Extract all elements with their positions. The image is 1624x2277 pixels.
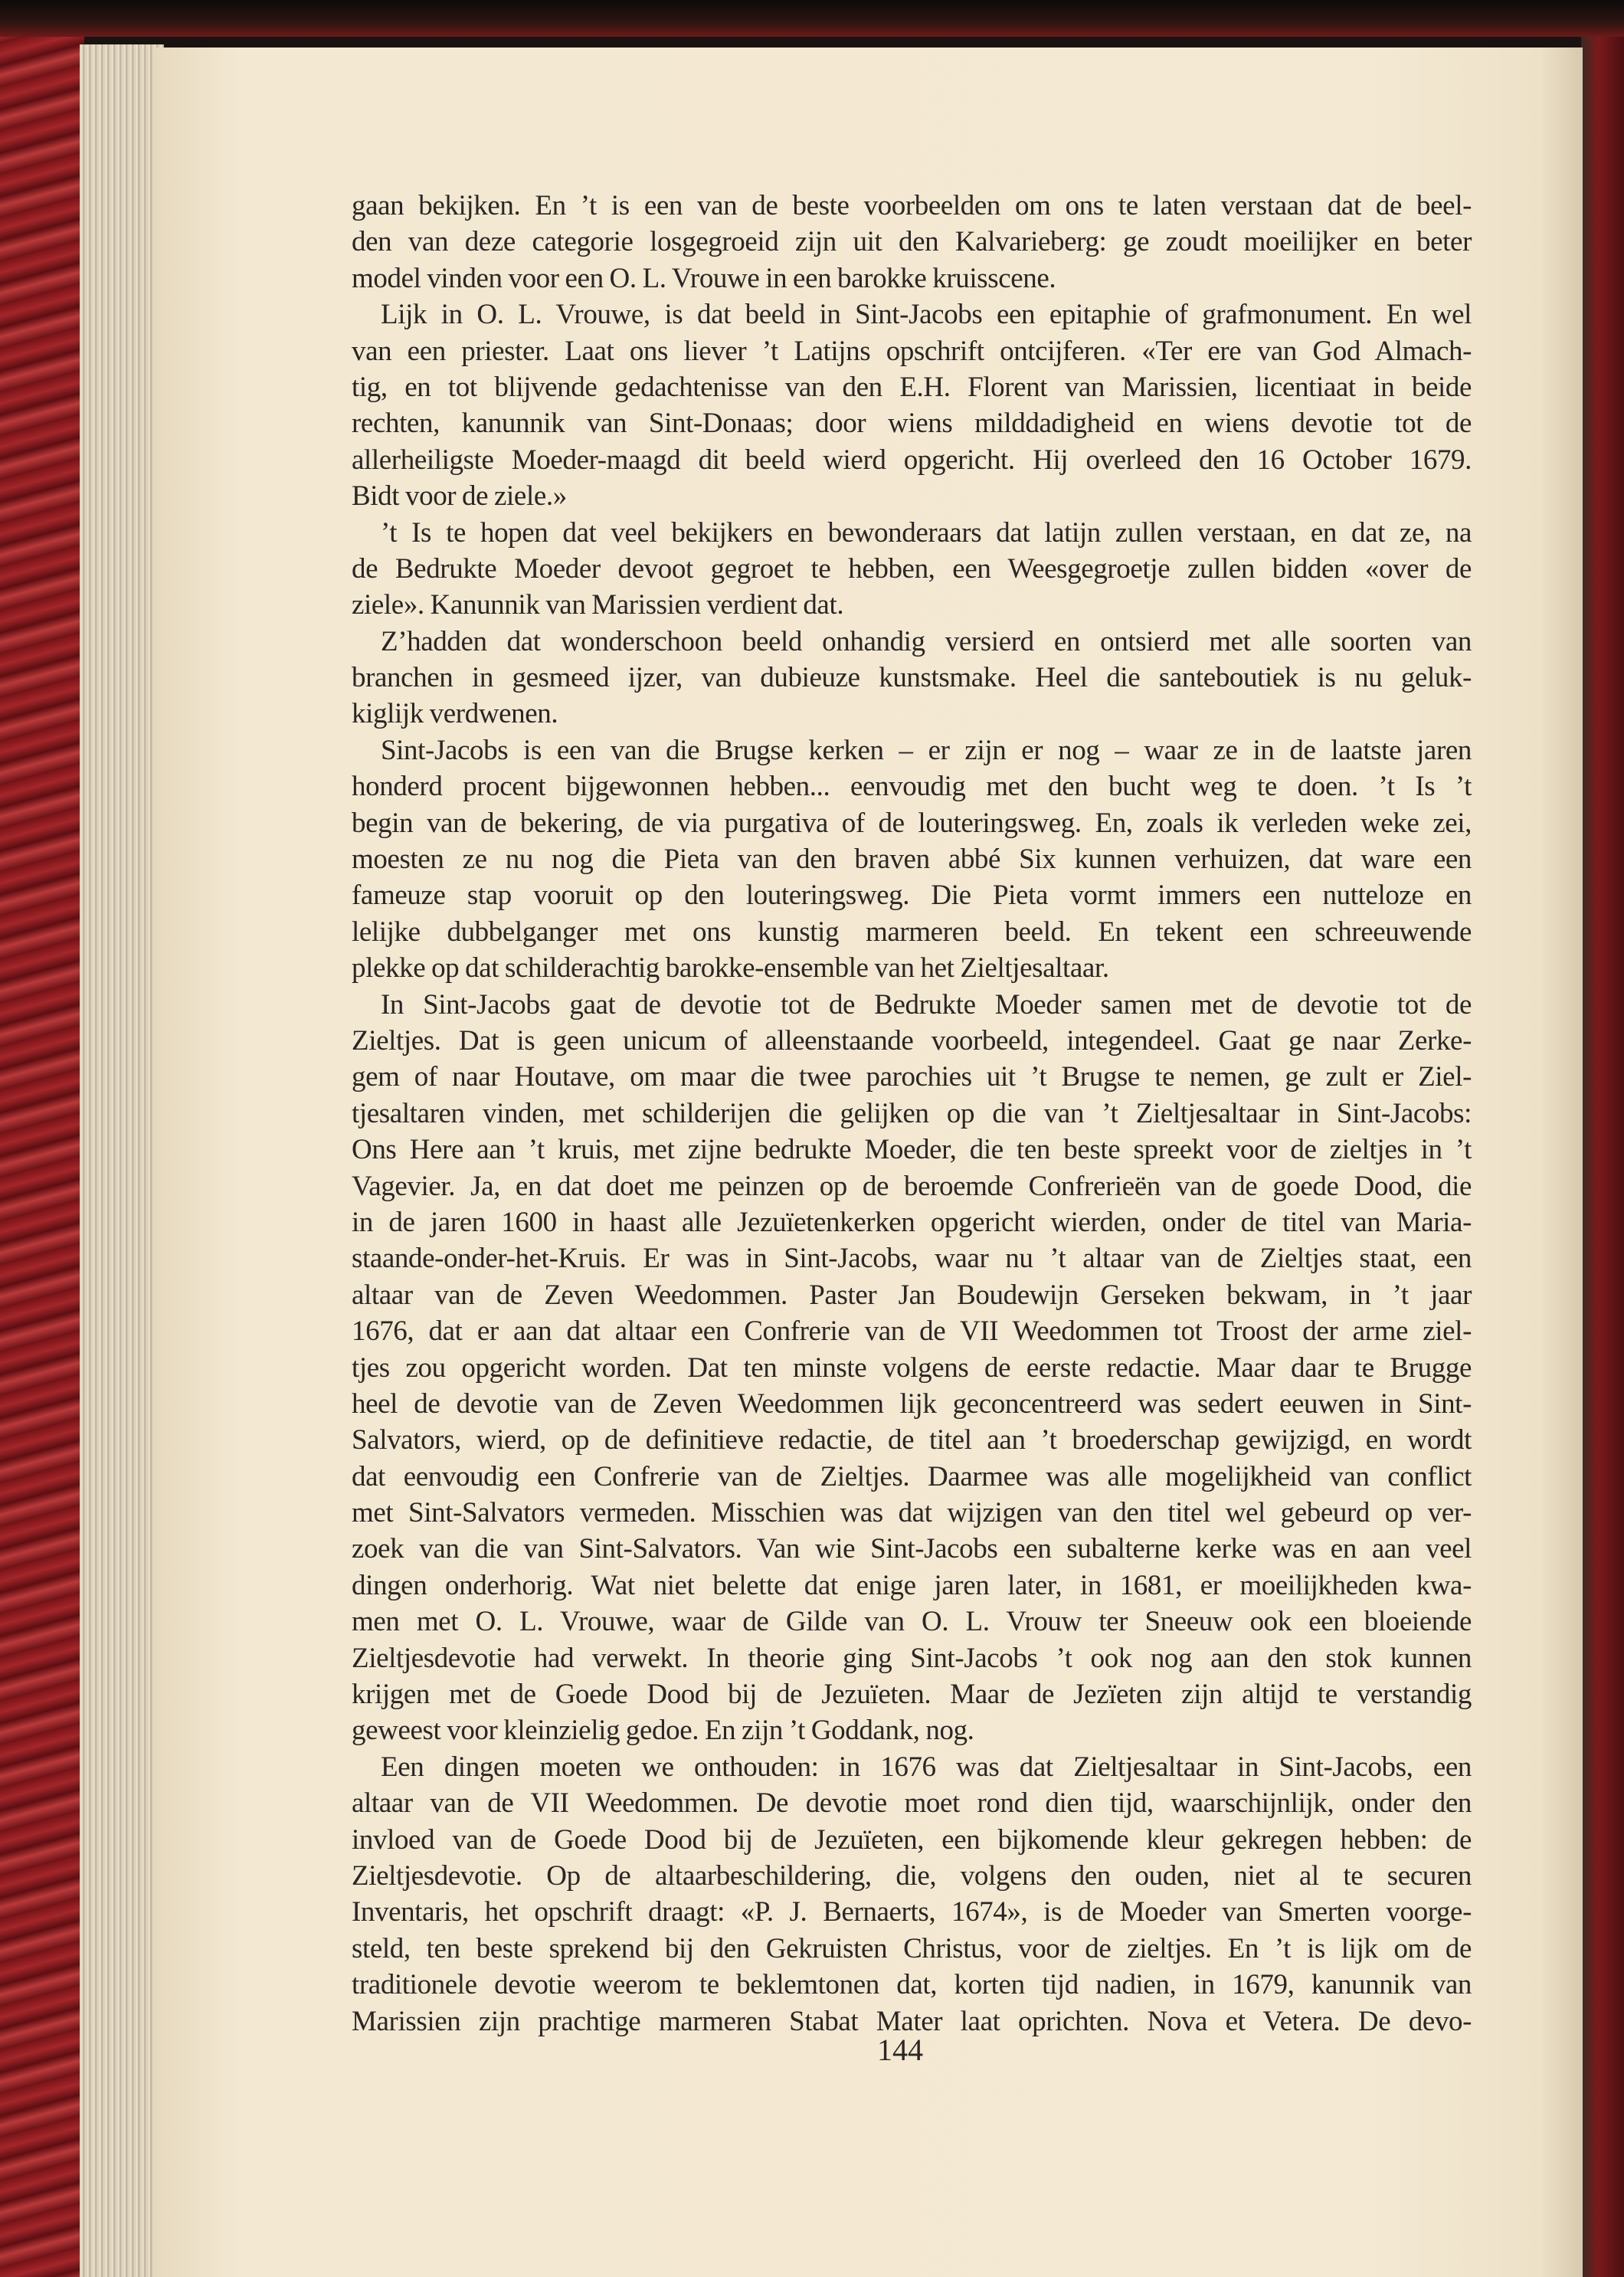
text-line: Ons Here aan ’t kruis, met zijne bedrukte Moeder, die ten beste spreekt voor de zieltjes in ’t [352, 1134, 1472, 1166]
text-line: honderd procent bijgewonnen hebben... eenvoudig met den bucht weg te doen. ’t Is ’t [352, 771, 1472, 803]
text-line: plekke op dat schilderachtig barokke-ensemble van het Zieltjesaltaar. [352, 952, 1109, 985]
paragraph [352, 624, 1472, 732]
paragraph [352, 188, 1472, 297]
text-line: 1676, dat er aan dat altaar een Confrerie van de VII Weedommen tot Troost der arme ziel- [352, 1315, 1472, 1348]
text-line: tjesaltaren vinden, met schilderijen die gelijken op die van ’t Zieltjesaltaar in Sint-Jacobs: [352, 1097, 1472, 1129]
text-line: tjes zou opgericht worden. Dat ten minste volgens de eerste redactie. Maar daar te Brugge [352, 1351, 1472, 1384]
text-line: met Sint-Salvators vermeden. Misschien was dat wijzigen van den titel wel gebeurd op ver- [352, 1497, 1472, 1529]
text-line: dingen onderhorig. Wat niet belette dat enige jaren later, in 1681, er moeilijkheden kwa- [352, 1569, 1472, 1601]
text-line: allerheiligste Moeder-maagd dit beeld wierd opgericht. Hij overleed den 16 October 1679. [352, 444, 1472, 476]
text-line: rechten, kanunnik van Sint-Donaas; door wiens milddadigheid en wiens devotie tot de [352, 408, 1472, 440]
text-line: Lijk in O. L. Vrouwe, is dat beeld in Sint-Jacobs een epitaphie of grafmonument. En wel [381, 299, 1472, 331]
text-line: tig, en tot blijvende gedachtenisse van den E.H. Florent van Marissien, licentiaat in beide [352, 371, 1472, 403]
text-line: ziele». Kanunnik van Marissien verdient dat. [352, 589, 844, 621]
text-line: fameuze stap vooruit op den louteringsweg. Die Pieta vormt immers een nutteloze en [352, 880, 1472, 912]
book-cover-right-edge [1581, 0, 1624, 2277]
text-line: Marissien zijn prachtige marmeren Stabat Mater laat oprichten. Nova et Vetera. De devo- [352, 2005, 1472, 2037]
text-line: heel de devotie van de Zeven Weedommen lijk geconcentreerd was sedert eeuwen in Sint- [352, 1387, 1472, 1420]
text-line: altaar van de VII Weedommen. De devotie moet rond dien tijd, waarschijnlijk, onder den [352, 1787, 1472, 1820]
text-line: Z’hadden dat wonderschoon beeld onhandig versierd en ontsierd met alle soorten van [381, 625, 1472, 657]
text-line: branchen in gesmeed ijzer, van dubieuze kunstsmake. Heel die santeboutiek is nu geluk- [352, 662, 1472, 694]
text-line: krijgen met de Goede Dood bij de Jezuïeten. Maar de Jezïeten zijn altijd te verstandig [352, 1679, 1472, 1711]
text-line: Sint-Jacobs is een van die Brugse kerken – er zijn er nog – waar ze in de laatste jaren [381, 734, 1472, 766]
text-line: geweest voor kleinzielig gedoe. En zijn ’t Goddank, nog. [352, 1715, 974, 1747]
text-line: lelijke dubbelganger met ons kunstig marmeren beeld. En tekent een schreeuwende [352, 916, 1472, 948]
text-line: Zieltjesdevotie had verwekt. In theorie ging Sint-Jacobs ’t ook nog aan den stok kunnen [352, 1642, 1472, 1674]
text-line: gaan bekijken. En ’t is een van de beste voorbeelden om ons te laten verstaan dat de beel- [352, 190, 1472, 221]
stacked-page-edges [80, 44, 164, 2277]
text-line: invloed van de Goede Dood bij de Jezuïeten, een bijkomende kleur gekregen hebben: de [352, 1823, 1472, 1856]
paragraph [352, 987, 1472, 1749]
text-line: altaar van de Zeven Weedommen. Paster Jan Boudewijn Gerseken bekwam, in ’t jaar [352, 1279, 1472, 1311]
text-line: Bidt voor de ziele.» [352, 480, 567, 513]
text-line: zoek van die van Sint-Salvators. Van wie Sint-Jacobs een subalterne kerke was en aan veel [352, 1533, 1472, 1565]
text-line: moesten ze nu nog die Pieta van den braven abbé Six kunnen verhuizen, dat ware een [352, 844, 1472, 876]
paragraph [352, 732, 1472, 987]
text-line: Inventaris, het opschrift draagt: «P. J. Bernaerts, 1674», is de Moeder van Smerten voorge- [352, 1896, 1472, 1928]
paragraph [352, 515, 1472, 624]
text-line: men met O. L. Vrouwe, waar de Gilde van O. L. Vrouw ter Sneeuw ook een bloeiende [352, 1606, 1472, 1638]
text-line: kiglijk verdwenen. [352, 698, 558, 730]
text-line: van een priester. Laat ons liever ’t Latijns opschrift ontcijferen. «Ter ere van God Almach- [352, 335, 1472, 367]
text-line: Salvators, wierd, op de definitieve redactie, de titel aan ’t broederschap gewijzigd, en wordt [352, 1424, 1472, 1456]
page-number: 144 [877, 2033, 923, 2067]
text-line: traditionele devotie weerom te beklemtonen dat, korten tijd nadien, in 1679, kanunnik van [352, 1969, 1472, 2001]
text-line: den van deze categorie losgegroeid zijn uit den Kalvarieberg: ge zoudt moeilijker en beter [352, 226, 1472, 258]
text-line: In Sint-Jacobs gaat de devotie tot de Bedrukte Moeder samen met de devotie tot de [381, 988, 1472, 1021]
text-line: model vinden voor een O. L. Vrouwe in een barokke kruisscene. [352, 262, 1056, 294]
body-text [352, 188, 1472, 2039]
book-cover-top-edge [0, 0, 1624, 37]
text-line: dat eenvoudig een Confrerie van de Zieltjes. Daarmee was alle mogelijkheid van conflict [352, 1460, 1472, 1492]
text-line: begin van de bekering, de via purgativa of de louteringsweg. En, zoals ik verleden weke zei, [352, 807, 1472, 839]
text-line: de Bedrukte Moeder devoot gegroet te hebben, een Weesgegroetje zullen bidden «over de [352, 552, 1472, 585]
text-line: in de jaren 1600 in haast alle Jezuïetenkerken opgericht wierden, onder de titel van Maria- [352, 1206, 1472, 1238]
book-cover-left-edge [0, 0, 84, 2277]
text-line: staande-onder-het-Kruis. Er was in Sint-Jacobs, waar nu ’t altaar van de Zieltjes staat, een [352, 1243, 1472, 1275]
text-line: Vagevier. Ja, en dat doet me peinzen op de beroemde Confrerieën van de goede Dood, die [352, 1170, 1472, 1202]
text-line: Zieltjesdevotie. Op de altaarbeschildering, die, volgens den ouden, niet al te securen [352, 1859, 1472, 1892]
paragraph [352, 1749, 1472, 2039]
text-line: steld, ten beste sprekend bij den Gekruisten Christus, voor de zieltjes. En ’t is lijk om de [352, 1932, 1472, 1964]
text-line: ’t Is te hopen dat veel bekijkers en bewonderaars dat latijn zullen verstaan, en dat ze, na [381, 516, 1472, 549]
text-line: Zieltjes. Dat is geen unicum of alleenstaande voorbeeld, integendeel. Gaat ge naar Zerke- [352, 1024, 1472, 1057]
text-line: gem of naar Houtave, om maar die twee parochies uit ’t Brugse te nemen, ge zult er Ziel- [352, 1061, 1472, 1093]
paragraph [352, 297, 1472, 514]
text-line: Een dingen moeten we onthouden: in 1676 was dat Zieltjesaltaar in Sint-Jacobs, een [381, 1751, 1472, 1783]
